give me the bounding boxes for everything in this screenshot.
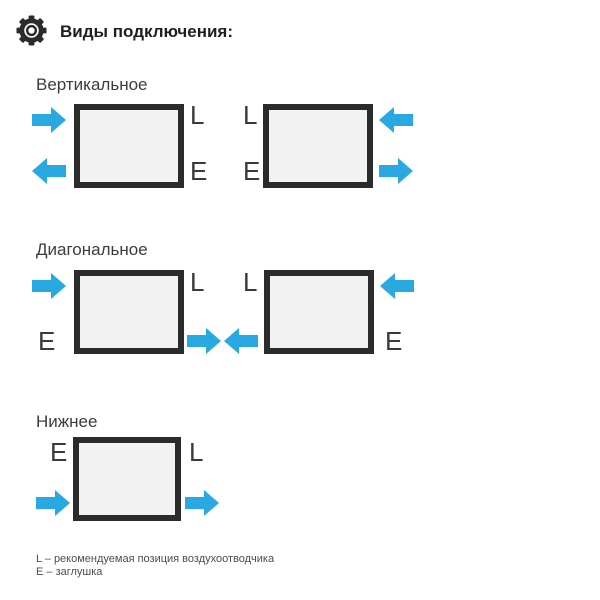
- radiator-body: [263, 104, 373, 188]
- return-arrow: [32, 158, 66, 184]
- header: [0, 0, 600, 60]
- air-vent-label: L: [243, 99, 258, 130]
- plug-label: E: [50, 436, 68, 467]
- air-vent-label: L: [190, 99, 205, 130]
- gear-icon: [16, 15, 47, 46]
- air-vent-label: L: [243, 266, 258, 297]
- section-title-vertical: Вертикальное: [36, 75, 148, 94]
- air-vent-label: L: [189, 436, 204, 467]
- air-vent-label: L: [190, 266, 205, 297]
- plug-label: E: [243, 155, 261, 186]
- supply-arrow: [36, 490, 70, 516]
- radiator-body: [264, 270, 374, 354]
- return-arrow: [187, 328, 221, 354]
- plug-label: E: [385, 325, 403, 356]
- section-title-diagonal: Диагональное: [36, 240, 148, 259]
- radiator-body: [73, 437, 181, 521]
- radiator-body: [74, 104, 184, 188]
- supply-arrow: [32, 107, 66, 133]
- plug-label: E: [190, 155, 208, 186]
- section-title-bottom: Нижнее: [36, 412, 98, 431]
- return-arrow: [224, 328, 258, 354]
- return-arrow: [379, 158, 413, 184]
- supply-arrow: [380, 273, 414, 299]
- legend-plug: E – заглушка: [36, 566, 103, 578]
- page-title: Виды подключения:: [60, 22, 233, 41]
- return-arrow: [185, 490, 219, 516]
- radiator-body: [74, 270, 184, 354]
- legend-air-vent: L – рекомендуемая позиция воздухоотводчика: [36, 553, 275, 565]
- supply-arrow: [32, 273, 66, 299]
- plug-label: E: [38, 325, 56, 356]
- supply-arrow: [379, 107, 413, 133]
